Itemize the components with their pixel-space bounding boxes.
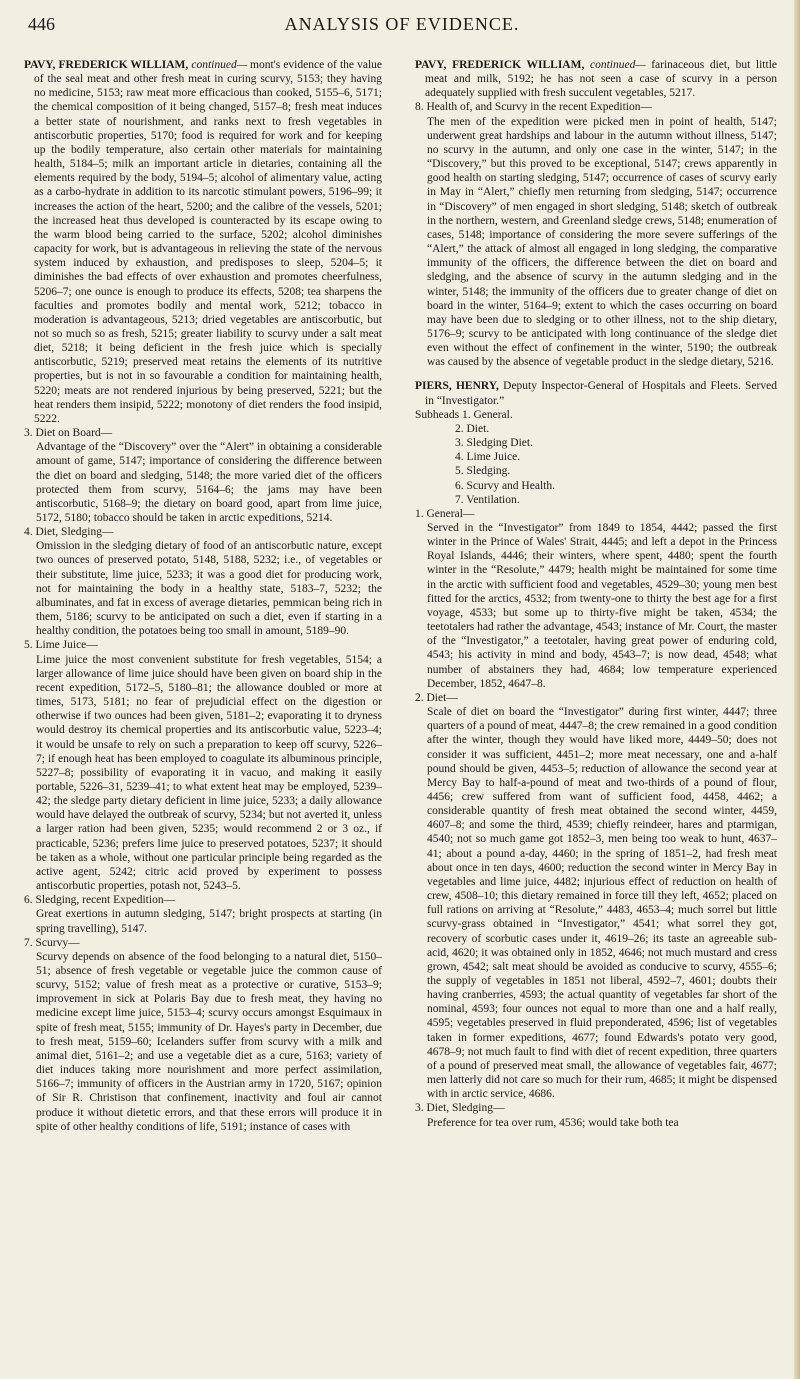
entry-paragraph [415, 379, 777, 407]
subhead-item: 4. Lime Juice. [455, 451, 521, 464]
section-title: 3. Diet, Sledging— [415, 1102, 505, 1115]
section-title: 6. Sledging, recent Expedition— [24, 894, 176, 907]
section-body: Lime juice the most convenient substitute for fresh vegetables, 5154; a larger allowance of lime juice should have been given on board ship in the recent expedition, 5172–5, 5180–81; the allowance doubled or more at times, 5173, 5181; no fear of prejudicial effect on the digestion or otherwise if two ounces had been given, 5181–2; evaporating it to dryness would destroy its chemical properties and its antiscorbutic value, 5223–4; it would be unsafe to rely on such a preparation to keep off scurvy, 5226–7; if enough heat has been employed to coagulate its albuminous principle, 5227–8; possibility of evaporating it in vacuo, and making it easily portable, 5226–31, 5239–41; to what extent heat may be employed, 5239–42; the sledge party dietary deficient in lime juice, 5233; a daily allowance would have delayed the outbreak of scurvy, 5234; but not averted it, unless a larger ration had been given, 5235; would recommend 2 or 3 oz., if practicable, 5236; prefers lime juice to preserved potatoes, 5237; it should be taken as a whole, without one particular principle being regarded as the active agent, 5242; citric acid proved by experiment to possess antiscorbutic properties, potash not, 5243–5. [36, 653, 382, 893]
left-column [24, 58, 382, 1134]
section-body: Scurvy depends on absence of the food belonging to a natural diet, 5150–51; absence of fresh vegetable or vegetable juice the common cause of scurvy, 5152; value of fresh meat as a protective or curative, 5153–9; improvement in sick at Polaris Bay due to fresh meat, they having no medicine except lime juice, 5153–4; scurvy occurs amongst Esquimaux in spite of fresh meat, 5155; immunity of Dr. Hayes's party in December, due to fresh meat, 5159–60; Icelanders suffer from scurvy with a milk and animal diet, 5161–2; and use a vegetable diet as a cure, 5163; variety of diet induces taking more nourishment and more perfect assimilation, 5166–7; immunity of officers in the Austrian army in 1720, 5167; opinion of Sir R. Christison that confinement, inactivity and foul air cannot produce it without dietetic errors, and that these errors will produce it in spite of other healthy conditions of life, 5191; instance of cases with [36, 950, 382, 1133]
subheads-label: Subheads [415, 408, 460, 421]
section-title: 1. General— [415, 507, 475, 520]
section-title: 3. Diet on Board— [24, 427, 113, 440]
section-title: 7. Scurvy— [24, 936, 80, 949]
entry-name: PIERS, HENRY, [415, 380, 499, 393]
entry-text: mont's evidence of the value of the seal meat and other fresh meat in curing scurvy, 5153; they having no medicine, 5153; raw meat more efficacious than cooked, 5155–6, 5171; the chemical composition of it being changed, 5157–8; fresh meat induces a better state of nourishment, and ranks next to fresh vegetables in antiscorbutic properties, 5170; food is required for work and for keeping up the bodily temperature, also certain other materials for maintaining health, 5184–5; milk an important article in dietaries, containing all the elements required by the body, 5194–5; alcohol of alimentary value, acting as a carbo-hydrate in addition to its narcotic stimulant powers, 5196–99; it increases the action of the heart, 5200; and the calibre of the vessels, 5201; the increased heat thus developed is counteracted by its escape owing to the warm blood being carried to the surface, 5202; alcohol diminishes capacity for work, but is advantageous in relieving the state of the nervous system induced by exhaustion, and predisposes to sleep, 5204–5; it diminishes the bad effects of over exhaustion and promotes cheerfulness, 5206–7; one ounce is enough to produce its effects, 5208; tea sharpens the faculties and promotes bodily and mental work, 5212; tobacco in moderation is advantageous, 5213; dried vegetables are antiscorbutic, but not so much so as fresh, 5215; greater liability to scurvy under a salt meat diet, 5218; it being deficient in the fresh juice which is specially antiscorbutic, 5219; preserved meat retains the elements of its nutritive properties, but is not in so favourable a condition for maintaining health, 5220; meats are not rendered injurious by being preserved, 5221; but the heat renders them insipid, 5222; monotony of diet renders the food insipid, 5222. [34, 59, 383, 425]
section-title: 8. Health of, and Scurvy in the recent Expedition— [415, 101, 652, 114]
subhead-item: 2. Diet. [455, 422, 490, 435]
subhead-item: 3. Sledging Diet. [455, 437, 533, 450]
section-body: Great exertions in autumn sledging, 5147; bright prospects at starting (in spring travelling), 5147. [36, 908, 382, 935]
section-body: Served in the “Investigator” from 1849 to 1854, 4442; passed the first winter in the Prince of Wales' Strait, 4445; and left a depot in the Princess Royal Islands, 4446; their winters, where spent, 4480; spent the fourth winter in the “Resolute,” 4479; health might be maintained for some time in the arctic with sufficient food and vegetables, 4529–30; young men best fitted for the arctics, 4532; from twenty-one to thirty the best age for a first voyage, 4533; but some up to thirty-five might be taken, 4534; the teetotalers had rather the advantage, 4543; instance of Mr. Court, the master of the “Investigator,” a teetotaler, having great power of enduring cold, 4543; his activity in mind and body, 4543–7; is now dead, 4548; what number of abstainers they had, 4684; low temperature experienced December, 1852, 4647–8. [427, 522, 777, 690]
subheads-list [415, 408, 777, 507]
running-head: ANALYSIS OF EVIDENCE. [284, 14, 520, 34]
section-title: 5. Lime Juice— [24, 639, 98, 652]
section-body: Omission in the sledging dietary of food of an antiscorbutic nature, except two ounces of preserved potato, 5148, 5188, 5232; i.e., of vegetables or their substitute, lime juice, 5233; it was a good diet for producing work, not for maintaining the body in a healthy state, 5183–7, 5232; the albuminates, and fat in excess of average dietaries, pemmican being rich in them, 5186; scurvy to be anticipated on such a diet, even if starting in a healthy condition, the potatoes being too small in amount, 5189–90. [36, 540, 382, 638]
page-number: 446 [28, 14, 55, 34]
section-title: 4. Diet, Sledging— [24, 526, 114, 539]
entry-name: PAVY, FREDERICK WILLIAM, [24, 59, 189, 71]
subhead-item: 5. Sledging. [455, 465, 511, 478]
subhead-item: 6. Scurvy and Health. [455, 479, 555, 492]
right-column [415, 58, 777, 1130]
section-body: Preference for tea over rum, 4536; would take both tea [427, 1116, 679, 1129]
subhead-item: 1. General. [461, 408, 513, 421]
entry-paragraph [24, 58, 382, 426]
entry-continued: continued— [589, 59, 646, 71]
subhead-item: 7. Ventilation. [455, 493, 520, 506]
entry-continued: continued— [191, 59, 247, 71]
page-header [28, 14, 776, 44]
entry-text: farinaceous diet, but little meat and milk, 5192; he has not seen a case of scurvy in a person adequately supplied with fresh succulent vegetables, 5217. [425, 59, 777, 100]
entry-name: PAVY, FREDERICK WILLIAM, [415, 59, 585, 71]
section-body: Advantage of the “Discovery” over the “Alert” in obtaining a considerable amount of game, 5147; importance of considering the difference between the diet on board and sledging, 5148; the more varied diet of the officers protected them from scurvy, 5164–6; the jams may have been antiscorbutic, 5168–9; the dietary on board good, apart from lime juice, 5172, 5180; tobacco should be taken in arctic expeditions, 5214. [36, 441, 382, 524]
page-edge [794, 0, 800, 1379]
entry-text: Deputy Inspector-General of Hospitals and Fleets. Served in “Investigator.” [425, 380, 777, 407]
entry-paragraph [415, 58, 777, 100]
section-title: 2. Diet— [415, 691, 458, 704]
section-body: Scale of diet on board the “Investigator” during first winter, 4447; three quarters of a pound of meat, 4447–8; the crew remained in a good condition after the winter, though they would have liked more, 4449–50; does not consider it was sufficient, 4451–2; more meat necessary, one and a-half pound should be given, 4453–5; reduction of allowance the second year at Mercy Bay to half-a-pound of meat and two-thirds of a pound of flour, 4456; crew suffered from want of sufficient food, 4458, 4462; a considerable quantity of fresh meat obtained the second winter, 4459, 4607–8; and some the third, 4539; chiefly reindeer, hares and ptarmigan, 4540; not so much game got 1852–3, men being too weak to hunt, 4637–41; about a pound a-day, 4460; in the spring of 1851–2, had fresh meat about once in ten days, 4600; reduction the second winter in Mercy Bay in vegetables and lime juice, 4482; injurious effect of reduction on health of crew, 4508–10; this dietary remained in force till they left, 4652; placed on full rations on arriving at “Resolute,” 4483, 4653–4; much sorrel but little scurvy-grass obtained in “Investigator,” 4541; what sorrel they got, recovery of scorbutic cases under it, 4619–26; its taste an agreeable sub-acid, 4620; it was obtained only in 1852, 4646; not much mustard and cress grown, 4542; salt meat should be avoided as conducive to scurvy, 4555–6; the supply of vegetables in 1851 not liberal, 4592–7, 4601; doubts their having cranberries, 4593; the actual quantity of vegetables far short of the nominal, 4593; four ounces not equal to more than one and a half really, 4595; vegetables preserved in fluid preponderated, 4596; list of vegetables taken in former expeditions, 4677; found Edwards's potato very good, 4678–9; not much fault to find with diet of recent expedition, three quarters of a pound of preserved meat small, the allowance of vegetables fair, 4677; men latterly did not care so much for their rum, 4685; it might be dispensed with in arctic service, 4686. [427, 706, 778, 1101]
section-body: The men of the expedition were picked men in point of health, 5147; underwent great hardships and labour in the autumn without illness, 5147; no scurvy in the autumn, and only one case in the winter, 5147; in the “Discovery,” but this proved to be exceptional, 5147; crews apparently in good health on starting sledging, 5147; occurrence of cases of scurvy early in May in “Alert,” chiefly men returning from sledging, 5147; occurrence in “Discovery” of men engaged in short sledging, 5148; sketch of outbreak in the northern, western, and Greenland sledge crews, 5148; enumeration of cases, 5148; importance of considering the more severe sufferings of the “Alert,” the attack of almost all engaged in long sledging, the comparative immunity of the officers, the difference between the diet on board and sledging, and the absence of scurvy in the autumn sledging and in the winter, 5148; the immunity of the officers due to greater change of diet on board in the winter, 5164–9; extent to which the cases occurring on board may have been due to sledging or to other illness, not to the ship dietary, 5176–9; scurvy to be anticipated with long continuance of the sledge diet even without the effect of confinement in the winter, 5190; the outbreak was caused by the absence of vegetable product in the sledge dietary, 5216. [427, 115, 777, 369]
